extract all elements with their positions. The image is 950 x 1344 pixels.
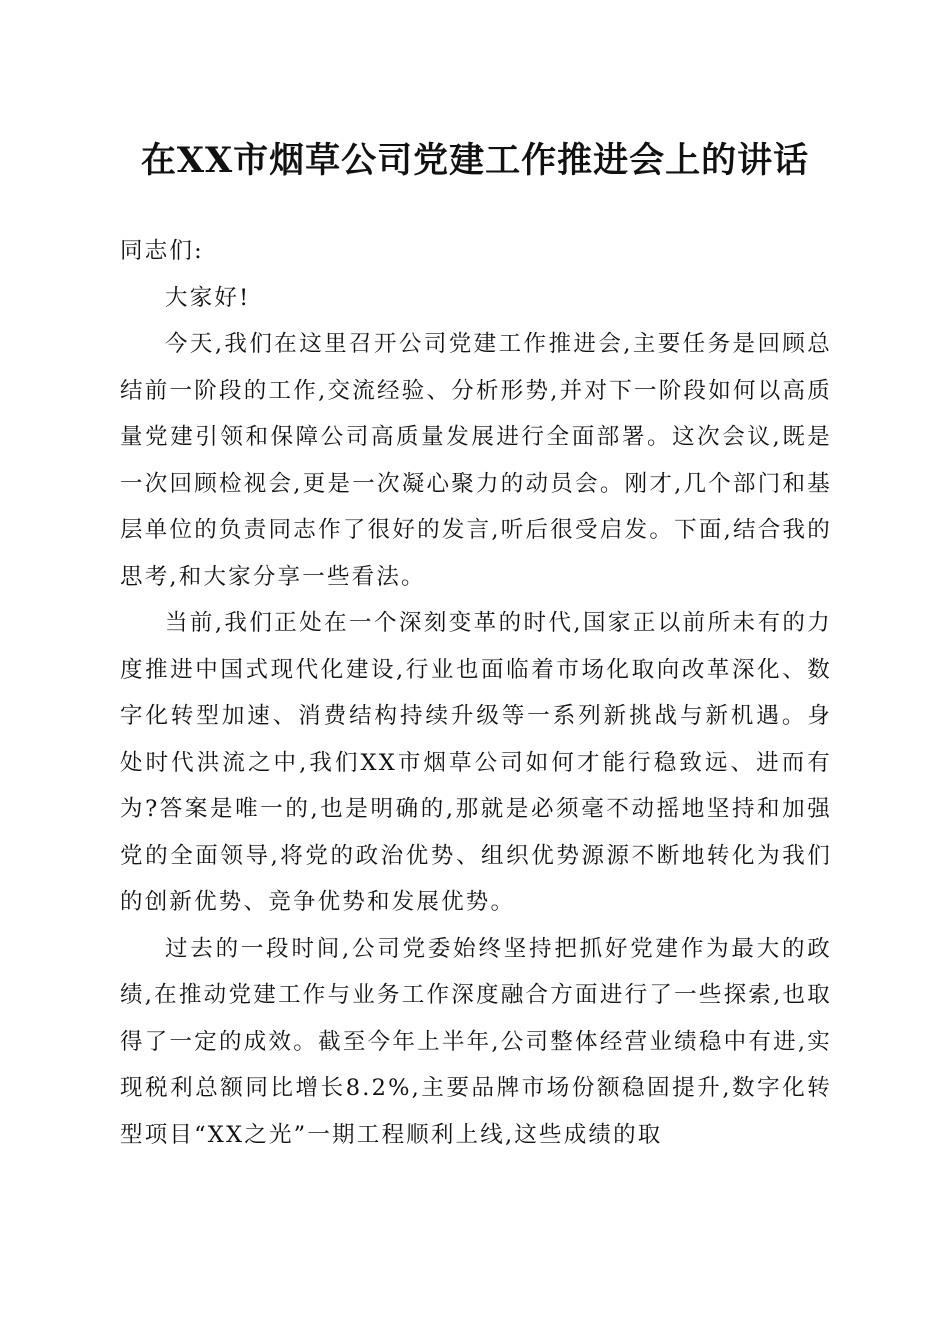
- greeting: 大家好!: [165, 284, 251, 311]
- paragraph-2: 当前,我们正处在一个深刻变革的时代,国家正以前所未有的力度推进中国式现代化建设,行业也面临着市场化取向改革深化、数字化转型加速、消费结构持续升级等一系列新挑战与新机遇。身处时代洪流之中,我们XX市烟草公司如何才能行稳致远、进而有为?答案是唯一的,也是明确的,那就是必须毫不动摇地坚持和加强党的全面领导,将党的政治优势、组织优势源源不断地转化为我们的创新优势、竞争优势和发展优势。: [120, 610, 832, 915]
- paragraph-1: 今天,我们在这里召开公司党建工作推进会,主要任务是回顾总结前一阶段的工作,交流经验、分析形势,并对下一阶段如何以高质量党建引领和保障公司高质量发展进行全面部署。这次会议,既是一次回顾检视会,更是一次凝心聚力的动员会。刚才,几个部门和基层单位的负责同志作了很好的发言,听后很受启发。下面,结合我的思考,和大家分享一些看法。: [120, 331, 832, 590]
- salutation: 同志们:: [120, 238, 204, 264]
- document-title: 在XX市烟草公司党建工作推进会上的讲话: [140, 140, 810, 181]
- speech-body: [120, 228, 832, 1158]
- paragraph-3: 过去的一段时间,公司党委始终坚持把抓好党建作为最大的政绩,在推动党建工作与业务工作深度融合方面进行了一些探索,也取得了一定的成效。截至今年上半年,公司整体经营业绩稳中有进,实现税利总额同比增长8.2%,主要品牌市场份额稳固提升,数字化转型项目“XX之光”一期工程顺利上线,这些成绩的取: [120, 935, 832, 1148]
